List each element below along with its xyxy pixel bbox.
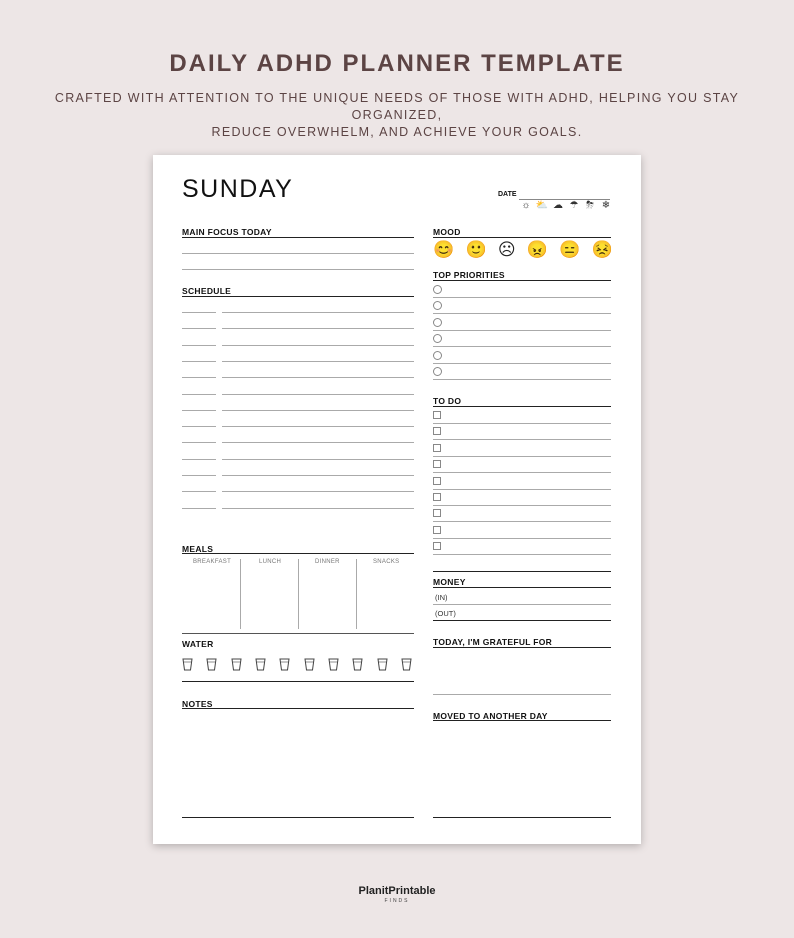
todo-checkbox[interactable] xyxy=(433,460,441,468)
subtitle-line-1: CRAFTED WITH ATTENTION TO THE UNIQUE NEEDS OF THOSE WITH ADHD, HELPING YOU STAY ORGANIZED, xyxy=(54,91,740,122)
priority-checkbox[interactable] xyxy=(433,318,442,327)
main-focus-heading: MAIN FOCUS TODAY xyxy=(182,227,272,237)
cloudy-icon[interactable]: ☁ xyxy=(553,200,563,211)
water-glasses xyxy=(182,658,412,671)
schedule-task-line[interactable] xyxy=(222,410,414,411)
meals-bottom-rule xyxy=(182,633,414,634)
todo-line[interactable] xyxy=(433,554,611,555)
water-glass-icon[interactable] xyxy=(328,658,339,671)
water-glass-icon[interactable] xyxy=(279,658,290,671)
todo-checkbox[interactable] xyxy=(433,493,441,501)
schedule-time-line[interactable] xyxy=(182,491,216,492)
moved-bottom-rule xyxy=(433,817,611,818)
priority-line[interactable] xyxy=(433,313,611,314)
grateful-rule xyxy=(433,647,611,648)
water-glass-icon[interactable] xyxy=(352,658,363,671)
schedule-time-line[interactable] xyxy=(182,345,216,346)
schedule-task-line[interactable] xyxy=(222,377,414,378)
priority-line[interactable] xyxy=(433,330,611,331)
main-focus-line[interactable] xyxy=(182,253,414,254)
schedule-time-line[interactable] xyxy=(182,377,216,378)
priority-line[interactable] xyxy=(433,297,611,298)
notes-bottom-rule xyxy=(182,817,414,818)
todo-line[interactable] xyxy=(433,538,611,539)
water-glass-icon[interactable] xyxy=(231,658,242,671)
todo-checkbox[interactable] xyxy=(433,526,441,534)
todo-checkbox[interactable] xyxy=(433,542,441,550)
angry-face-icon[interactable]: 😠 xyxy=(526,240,549,259)
water-glass-icon[interactable] xyxy=(206,658,217,671)
todo-line[interactable] xyxy=(433,423,611,424)
subtitle-line-2: REDUCE OVERWHELM, AND ACHIEVE YOUR GOALS. xyxy=(211,125,583,139)
moved-rule xyxy=(433,720,611,721)
schedule-task-line[interactable] xyxy=(222,475,414,476)
notes-heading: NOTES xyxy=(182,699,213,709)
schedule-task-line[interactable] xyxy=(222,508,414,509)
money-rule xyxy=(433,587,611,588)
day-title: SUNDAY xyxy=(182,175,294,203)
schedule-task-line[interactable] xyxy=(222,328,414,329)
schedule-task-line[interactable] xyxy=(222,426,414,427)
mood-faces xyxy=(433,240,613,260)
smile-face-icon[interactable]: 🙂 xyxy=(465,240,487,259)
todo-checkbox[interactable] xyxy=(433,411,441,419)
priority-checkbox[interactable] xyxy=(433,301,442,310)
sad-face-icon[interactable]: ☹ xyxy=(497,240,516,259)
schedule-time-line[interactable] xyxy=(182,312,216,313)
priority-checkbox[interactable] xyxy=(433,367,442,376)
weather-icons xyxy=(519,200,613,211)
schedule-task-line[interactable] xyxy=(222,459,414,460)
notes-rule xyxy=(182,708,414,709)
schedule-time-line[interactable] xyxy=(182,328,216,329)
rain-icon[interactable]: ☂ xyxy=(569,200,579,211)
date-label: DATE xyxy=(498,191,517,198)
schedule-task-line[interactable] xyxy=(222,312,414,313)
schedule-task-line[interactable] xyxy=(222,442,414,443)
schedule-time-line[interactable] xyxy=(182,426,216,427)
mood-heading: MOOD xyxy=(433,227,461,237)
mood-rule xyxy=(433,237,611,238)
snow-icon[interactable]: ❄ xyxy=(601,200,611,211)
water-rule xyxy=(182,681,414,682)
todo-rule xyxy=(433,406,611,407)
happy-face-icon[interactable]: 😊 xyxy=(433,240,455,259)
page-title: DAILY ADHD PLANNER TEMPLATE xyxy=(169,50,625,77)
todo-bottom-rule xyxy=(433,571,611,572)
brand-tagline: FINDS xyxy=(384,898,410,904)
main-focus-rule xyxy=(182,237,414,238)
priority-checkbox[interactable] xyxy=(433,351,442,360)
money-bottom-rule xyxy=(433,620,611,621)
priority-checkbox[interactable] xyxy=(433,334,442,343)
meal-divider xyxy=(240,559,241,629)
todo-checkbox[interactable] xyxy=(433,509,441,517)
stressed-face-icon[interactable]: 😣 xyxy=(591,240,613,259)
water-glass-icon[interactable] xyxy=(401,658,412,671)
money-in-line[interactable] xyxy=(433,604,611,605)
main-focus-line[interactable] xyxy=(182,269,414,270)
priority-line[interactable] xyxy=(433,379,611,380)
todo-line[interactable] xyxy=(433,521,611,522)
schedule-time-line[interactable] xyxy=(182,508,216,509)
schedule-heading: SCHEDULE xyxy=(182,286,232,296)
schedule-time-line[interactable] xyxy=(182,475,216,476)
schedule-time-line[interactable] xyxy=(182,361,216,362)
todo-line[interactable] xyxy=(433,472,611,473)
schedule-task-line[interactable] xyxy=(222,491,414,492)
schedule-task-line[interactable] xyxy=(222,345,414,346)
tired-face-icon[interactable]: 😑 xyxy=(559,240,581,259)
money-out-label: (OUT) xyxy=(435,609,456,618)
money-heading: MONEY xyxy=(433,577,466,587)
todo-checkbox[interactable] xyxy=(433,427,441,435)
schedule-time-line[interactable] xyxy=(182,410,216,411)
meal-divider xyxy=(298,559,299,629)
todo-line[interactable] xyxy=(433,505,611,506)
priority-line[interactable] xyxy=(433,346,611,347)
water-glass-icon[interactable] xyxy=(377,658,388,671)
priority-line[interactable] xyxy=(433,363,611,364)
meal-label-breakfast: BREAKFAST xyxy=(193,559,232,565)
partly-cloudy-icon[interactable]: ⛅ xyxy=(535,200,549,211)
schedule-time-line[interactable] xyxy=(182,442,216,443)
water-glass-icon[interactable] xyxy=(255,658,266,671)
meal-label-lunch: LUNCH xyxy=(259,559,282,565)
meal-divider xyxy=(356,559,357,629)
meal-label-snacks: SNACKS xyxy=(373,559,400,565)
meal-label-dinner: DINNER xyxy=(315,559,340,565)
page-subtitle xyxy=(20,90,774,141)
todo-checkbox[interactable] xyxy=(433,477,441,485)
schedule-time-line[interactable] xyxy=(182,459,216,460)
top-priorities-rule xyxy=(433,280,611,281)
planner-sheet xyxy=(153,155,641,844)
todo-heading: TO DO xyxy=(433,396,462,406)
top-priorities-heading: TOP PRIORITIES xyxy=(433,270,505,280)
moved-heading: MOVED TO ANOTHER DAY xyxy=(433,711,548,721)
storm-icon[interactable]: ⛈ xyxy=(586,200,594,211)
todo-line[interactable] xyxy=(433,456,611,457)
grateful-line[interactable] xyxy=(433,694,611,695)
grateful-heading: TODAY, I'M GRATEFUL FOR xyxy=(433,637,553,647)
schedule-time-line[interactable] xyxy=(182,394,216,395)
sun-icon[interactable]: ☼ xyxy=(521,200,531,211)
water-glass-icon[interactable] xyxy=(304,658,315,671)
money-in-label: (IN) xyxy=(435,593,448,602)
todo-line[interactable] xyxy=(433,439,611,440)
schedule-task-line[interactable] xyxy=(222,361,414,362)
brand-logo: PlanitPrintable xyxy=(358,885,436,897)
todo-checkbox[interactable] xyxy=(433,444,441,452)
meals-rule xyxy=(182,553,414,554)
water-glass-icon[interactable] xyxy=(182,658,193,671)
schedule-task-line[interactable] xyxy=(222,394,414,395)
meals-heading: MEALS xyxy=(182,544,214,554)
priority-checkbox[interactable] xyxy=(433,285,442,294)
todo-line[interactable] xyxy=(433,489,611,490)
water-heading: WATER xyxy=(182,639,214,649)
schedule-rule xyxy=(182,296,414,297)
